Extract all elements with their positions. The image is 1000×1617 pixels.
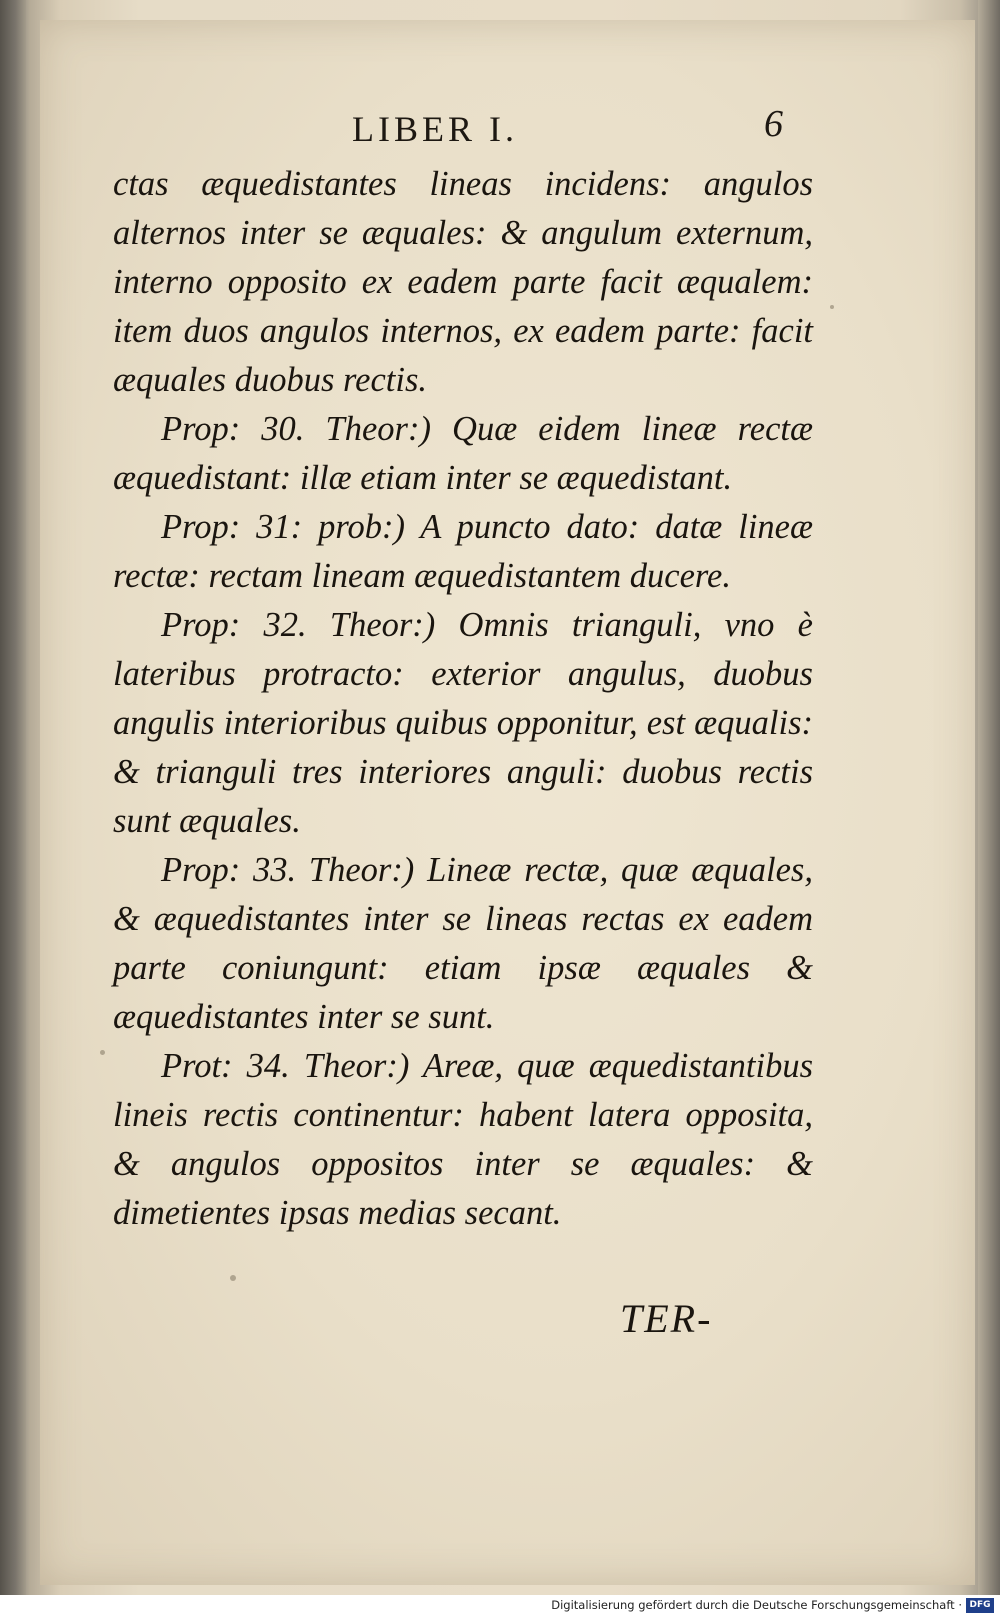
- paragraph-continuation: ctas æquedistantes lineas incidens: angulos alternos inter se æquales: & angulum externum, interno opposito ex eadem parte facit æqualem: item duos angulos internos, ex eadem parte: facit æquales duobus rectis.: [113, 165, 813, 399]
- book-spine-edge: [0, 0, 26, 1595]
- paper-speck: [230, 1275, 236, 1281]
- paragraph-prop-31: Prop: 31: prob:) A puncto dato: datæ lineæ rectæ: rectam lineam æquedistantem ducere.: [113, 508, 813, 595]
- page-header: [340, 100, 820, 150]
- paragraph-prop-33: Prop: 33. Theor:) Lineæ rectæ, quæ æquales, & æquedistantes inter se lineas rectas ex eadem parte coniungunt: etiam ipsæ æquales & æquedistantes inter se sunt.: [113, 851, 813, 1036]
- page-number: 6: [764, 103, 783, 145]
- running-head: LIBER I.: [352, 109, 518, 149]
- paragraph-prop-30: Prop: 30. Theor:) Quæ eidem lineæ rectæ æquedistant: illæ etiam inter se æquedistant.: [113, 410, 813, 497]
- digitization-footer: [0, 1595, 1000, 1617]
- page-fore-edge: [978, 0, 1000, 1595]
- catchword: TER-: [620, 1296, 713, 1341]
- paragraph-prop-32: Prop: 32. Theor:) Omnis trianguli, vno è lateribus protracto: exterior angulus, duobus angulis interioribus quibus opponitur, est æqualis: & trianguli tres interiores anguli: duobus rectis sunt æquales.: [113, 606, 813, 840]
- paper-speck: [830, 305, 834, 309]
- paper-speck: [100, 1050, 105, 1055]
- dfg-logo-icon: DFG: [966, 1598, 994, 1613]
- body-text: [113, 160, 813, 1238]
- paragraph-prop-34: Prot: 34. Theor:) Areæ, quæ æquedistantibus lineis rectis continentur: habent latera opposita, & angulos oppositos inter se æquales: & dimetientes ipsas medias secant.: [113, 1047, 813, 1232]
- footer-credit: Digitalisierung gefördert durch die Deutsche Forschungsgemeinschaft ·: [551, 1598, 962, 1612]
